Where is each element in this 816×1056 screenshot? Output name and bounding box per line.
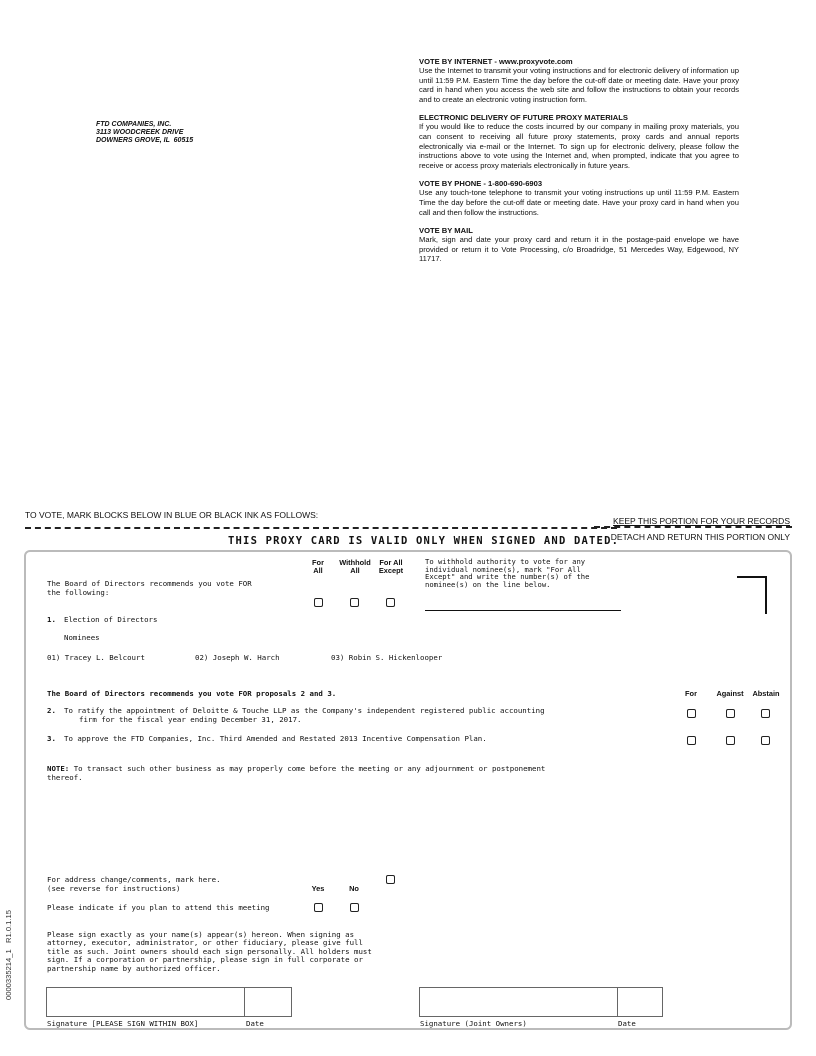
attend-meeting-text: Please indicate if you plan to attend this meeting [47,903,270,912]
address-change-line2: (see reverse for instructions) [47,884,181,893]
note-line2: thereof. [47,773,83,782]
item-2-against-checkbox[interactable] [726,709,735,718]
against-header: Against [716,689,744,698]
signing-instructions: Please sign exactly as your name(s) appear(s) hereon. When signing as attorney, executor, administrator, or other fiduciary, please give full title as such. Joint owners should each sign personally. All holders must sign. If a corporation or partnership, please sign in full corporate or partnership name by authorized officer. [47,930,372,973]
for-all-except-checkbox[interactable] [386,598,395,607]
note [47,764,545,773]
phone-text: Use any touch-tone telephone to transmit your voting instructions up until 11:59 P.M. Eastern Time the day before the cut-off date or meeting date. Have your proxy card in hand when you call and then follow the instructions. [419,188,739,217]
nominee-2: 02) Joseph W. Harch [195,653,280,662]
joint-date-box[interactable] [617,987,663,1017]
board-recommends-line1: The Board of Directors recommends you vote FOR [47,579,252,588]
col-withhold-all-header: Withhold All [339,558,371,575]
valid-notice: THIS PROXY CARD IS VALID ONLY WHEN SIGNED AND DATED. [228,535,620,547]
no-label: No [349,884,359,893]
detach-line-right [594,526,792,528]
nominee-1: 01) Tracey L. Belcourt [47,653,145,662]
mark-instructions: TO VOTE, MARK BLOCKS BELOW IN BLUE OR BLACK INK AS FOLLOWS: [25,510,319,520]
company-address [96,121,193,145]
col-for-all-except-header: For All Except [378,558,404,575]
signature-label: Signature [PLEASE SIGN WITHIN BOX] [47,1019,199,1028]
electronic-delivery-text: If you would like to reduce the costs incurred by our company in mailing proxy materials, you can consent to receiving all future proxy statements, proxy cards and annual reports electronically via e-mail or the Internet. To sign up for electronic delivery, please follow the instructions above to vote using the Internet and, when prompted, indicate that you agree to receive or access proxy materials electronically in future years. [419,122,739,170]
item-2-abstain-checkbox[interactable] [761,709,770,718]
withhold-all-checkbox[interactable] [350,598,359,607]
yes-label: Yes [311,884,325,893]
joint-signature-box[interactable] [419,987,618,1017]
voting-instructions [419,57,739,273]
detach-portion-label: DETACH AND RETURN THIS PORTION ONLY [610,532,790,542]
for-header: For [685,689,697,698]
item-2-line1: To ratify the appointment of Deloitte & Touche LLP as the Company's independent registered public accounting [64,706,545,715]
nominee-numbers-input[interactable] [425,610,621,611]
internet-title: VOTE BY INTERNET - www.proxyvote.com [419,57,573,66]
item-1-text: Election of Directors [64,615,158,624]
mail-title: VOTE BY MAIL [419,226,473,236]
attend-no-checkbox[interactable] [350,903,359,912]
joint-date-label: Date [618,1019,636,1028]
nominees-label: Nominees [64,633,100,642]
abstain-header: Abstain [752,689,780,698]
mail-text: Mark, sign and date your proxy card and return it in the postage-paid envelope we have provided or return it to Vote Processing, c/o Broadridge, 51 Mercedes Way, Edgewood, NY 11717. [419,235,739,264]
note-line1: To transact such other business as may properly come before the meeting or any adjournment or postponement [69,764,546,773]
signature-box[interactable] [46,987,245,1017]
date-box[interactable] [244,987,292,1017]
for-all-checkbox[interactable] [314,598,323,607]
item-3-against-checkbox[interactable] [726,736,735,745]
address-line-2: 3113 WOODCREEK DRIVE [96,129,184,136]
address-change-checkbox[interactable] [386,875,395,884]
internet-text: Use the Internet to transmit your voting instructions and for electronic delivery of information up until 11:59 P.M. Eastern Time the day before the cut-off date or meeting date. Have your proxy card in hand when you access the web site and follow the instructions to obtain your records and to create an electronic voting instruction form. [419,66,739,104]
address-line-3: DOWNERS GROVE, IL 60515 [96,137,194,144]
detach-line [25,527,617,529]
nominee-3: 03) Robin S. Hickenlooper [331,653,443,662]
phone-title: VOTE BY PHONE - 1-800-690-6903 [419,179,543,189]
signature-underline [46,1016,292,1017]
item-3-text: To approve the FTD Companies, Inc. Third Amended and Restated 2013 Incentive Compensation Plan. [64,734,487,743]
joint-signature-label: Signature (Joint Owners) [420,1019,527,1028]
address-change-line1: For address change/comments, mark here. [47,875,221,884]
attend-yes-checkbox[interactable] [314,903,323,912]
electronic-delivery-title: ELECTRONIC DELIVERY OF FUTURE PROXY MATERIALS [419,113,628,123]
registration-mark [737,576,767,614]
item-2-number: 2. [47,706,56,715]
keep-portion-label: KEEP THIS PORTION FOR YOUR RECORDS [613,516,790,526]
item-3-number: 3. [47,734,56,743]
item-2-line2: firm for the fiscal year ending December 31, 2017. [79,715,302,724]
item-1-number: 1. [47,615,56,624]
item-3-abstain-checkbox[interactable] [761,736,770,745]
date-label: Date [246,1019,264,1028]
joint-signature-underline [419,1016,663,1017]
address-line-1: FTD COMPANIES, INC. [96,121,172,128]
col-for-all-header: For All [312,558,324,575]
item-2-for-checkbox[interactable] [687,709,696,718]
item-3-for-checkbox[interactable] [687,736,696,745]
withhold-instructions: To withhold authority to vote for any individual nominee(s), mark "For All Except" and write the number(s) of the nominee(s) on the line below. [425,557,590,589]
note-label: NOTE: [47,764,70,773]
side-control-code: 0000335214_1 R1.0.1.15 [4,910,13,1000]
board-recommends-line2: the following: [47,588,110,597]
board-recommends-proposals: The Board of Directors recommends you vote FOR proposals 2 and 3. [47,689,337,698]
